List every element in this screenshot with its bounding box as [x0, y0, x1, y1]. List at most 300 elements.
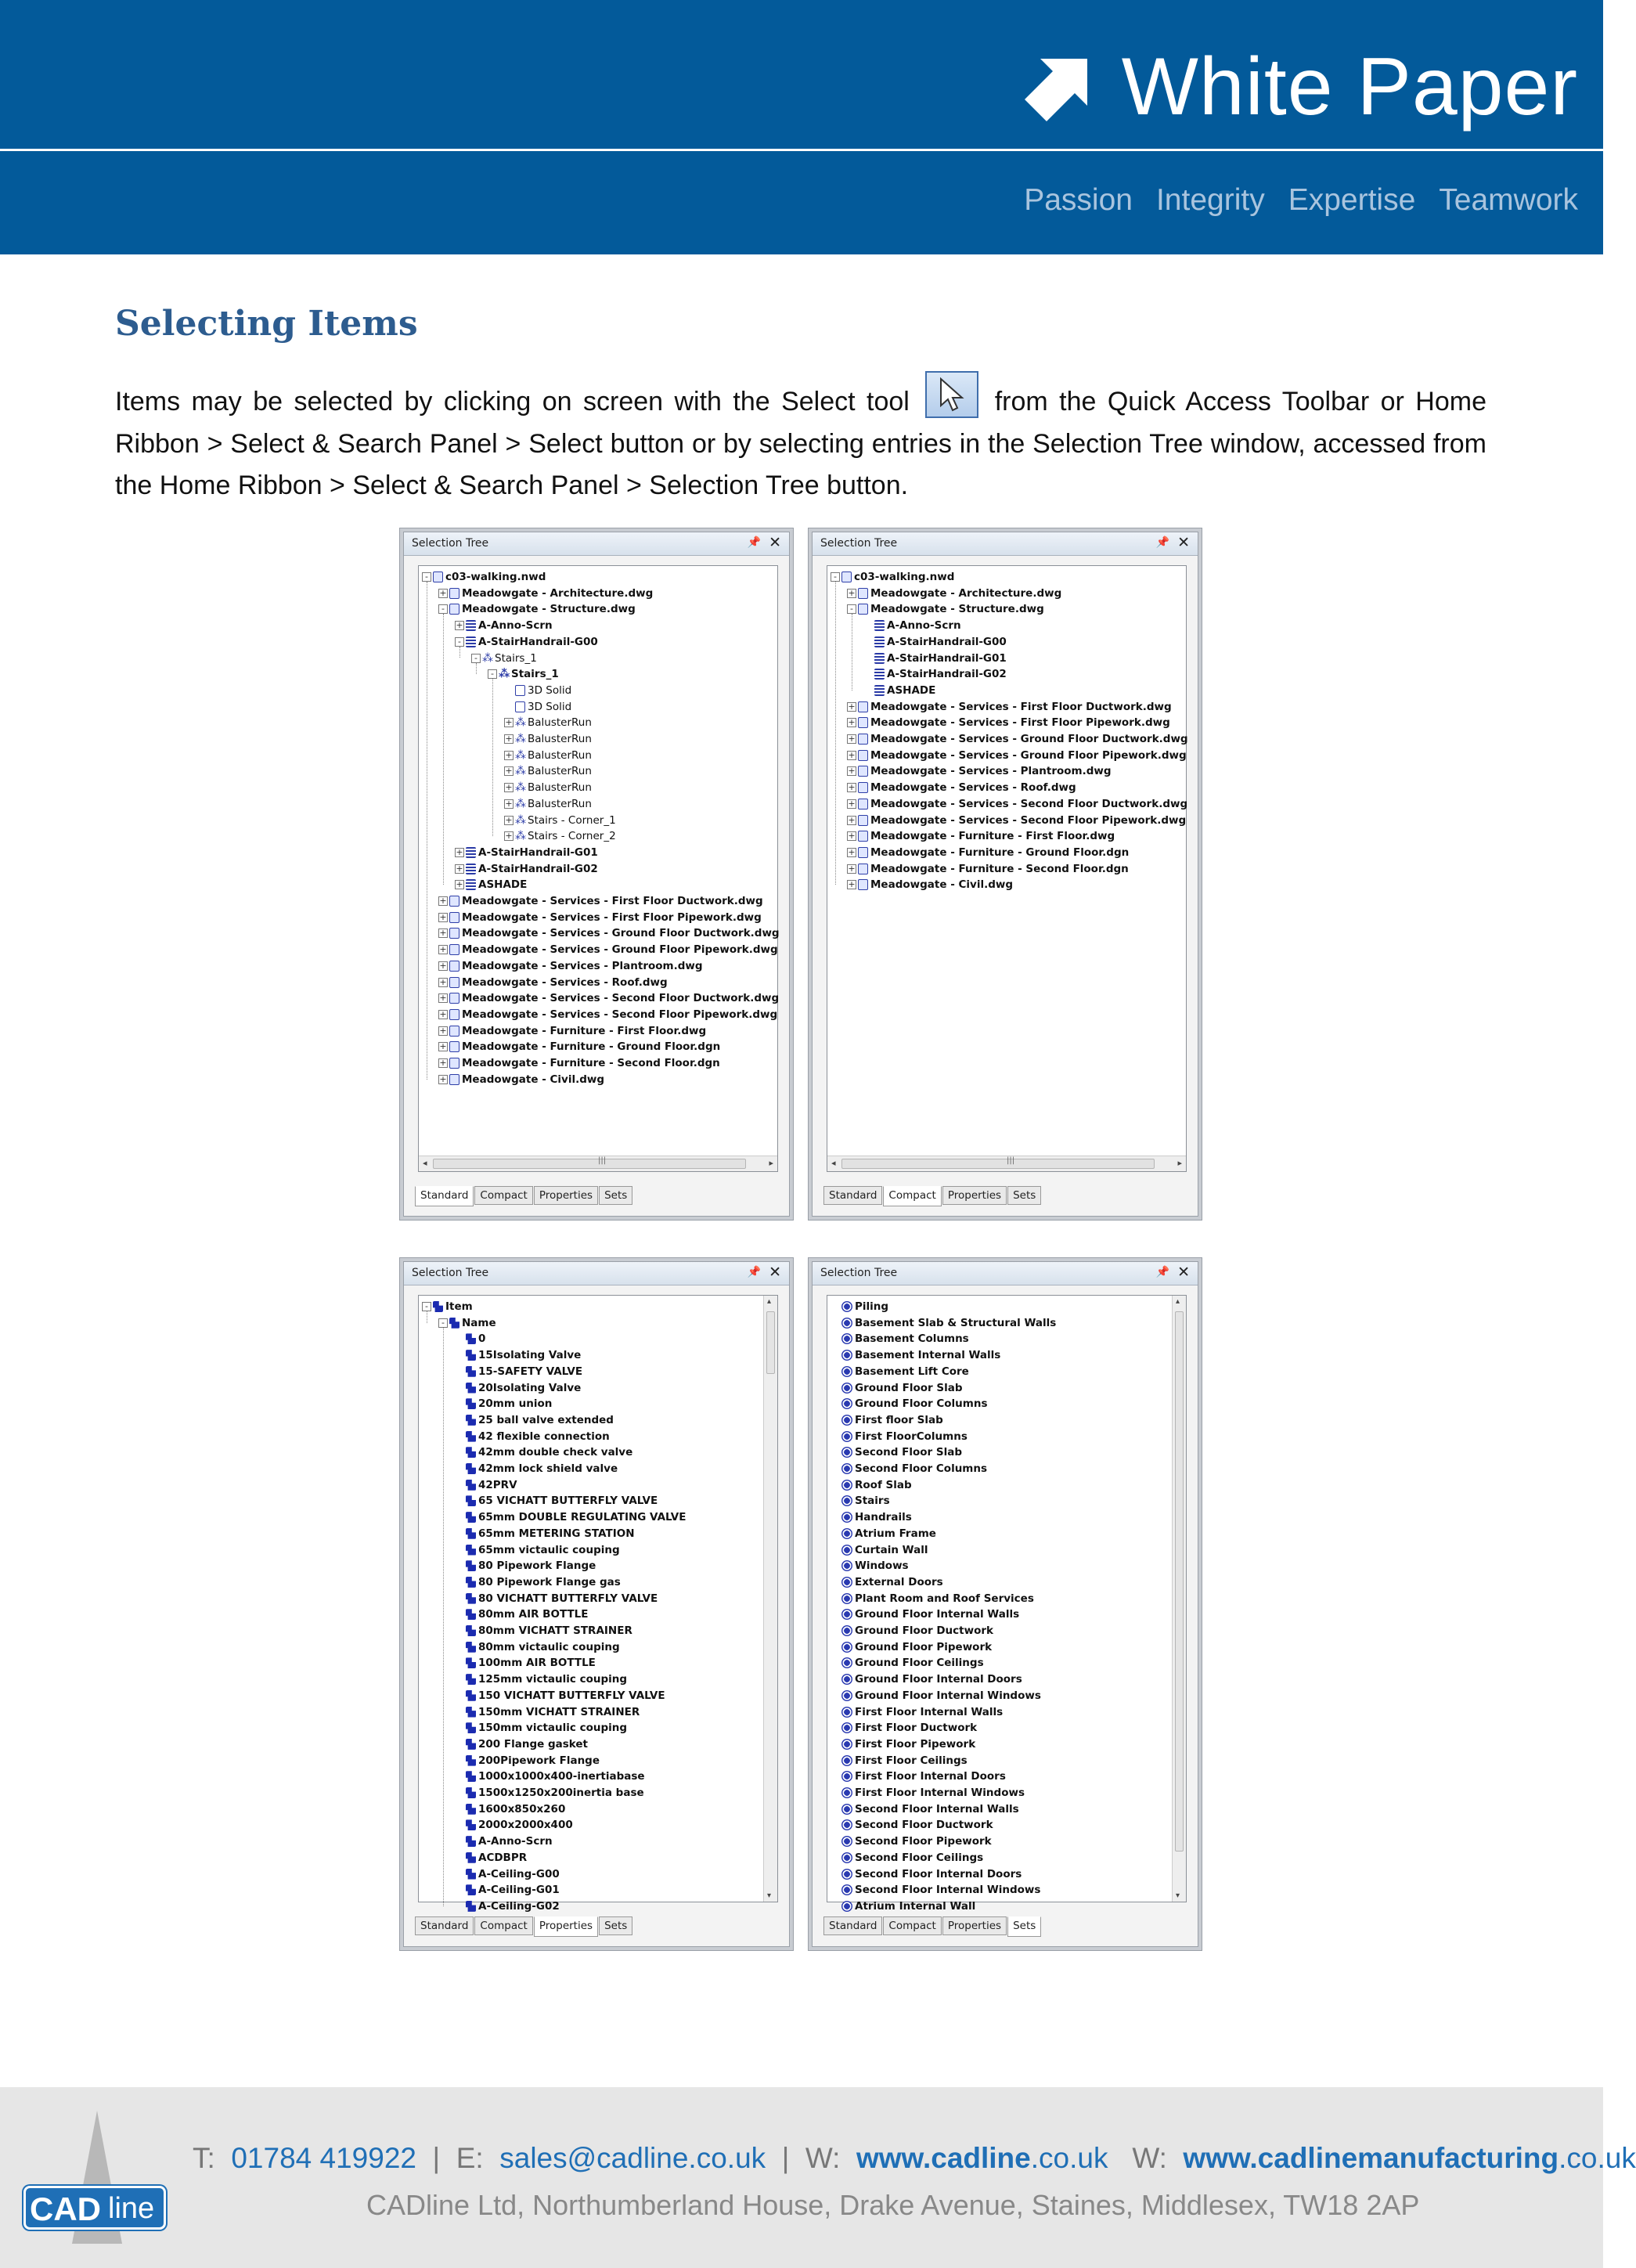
tree-node[interactable] [455, 1412, 614, 1428]
horizontal-scrollbar[interactable] [827, 1156, 1186, 1171]
expand-icon[interactable]: + [439, 1025, 447, 1036]
tree-node[interactable] [831, 1785, 1025, 1801]
scroll-left-icon[interactable]: ◂ [831, 1158, 836, 1168]
expand-icon[interactable]: + [848, 831, 856, 842]
expand-icon[interactable]: + [456, 863, 463, 874]
tree-node[interactable] [831, 1461, 987, 1477]
tree-node[interactable] [831, 1639, 992, 1655]
web-link[interactable] [856, 2142, 1108, 2174]
collapse-icon[interactable]: - [422, 572, 431, 582]
window-title: Selection Tree [820, 537, 898, 550]
horizontal-scrollbar[interactable] [419, 1156, 777, 1171]
web-label: W: [805, 2142, 841, 2174]
tree-node[interactable] [831, 1671, 1022, 1687]
tab-sets[interactable]: Sets [599, 1186, 632, 1205]
tree-node-label: Second Floor Internal Windows [855, 1884, 1041, 1897]
solid-icon [515, 685, 525, 696]
tree-node[interactable] [438, 975, 668, 990]
tree-node[interactable] [455, 1688, 665, 1704]
tree-node[interactable] [438, 1072, 604, 1087]
selection-set-icon [841, 1512, 852, 1523]
expand-icon[interactable]: + [848, 717, 856, 728]
tree-node-label: BalusterRun [528, 797, 592, 810]
tree-node[interactable] [863, 651, 1007, 666]
tree-node[interactable] [831, 1866, 1022, 1882]
tab-strip [415, 1186, 633, 1206]
tree-node[interactable] [455, 1493, 658, 1509]
tree-node[interactable] [847, 813, 1186, 828]
tree-node[interactable] [455, 1542, 620, 1558]
scroll-right-icon[interactable]: ▸ [1177, 1158, 1182, 1168]
tab-properties[interactable]: Properties [942, 1916, 1007, 1935]
expand-icon[interactable]: + [456, 620, 463, 631]
selection-set-icon [841, 1333, 852, 1344]
expand-icon[interactable]: + [505, 814, 513, 825]
expand-icon[interactable]: + [505, 798, 513, 809]
tree-node[interactable] [455, 845, 598, 860]
tree-node[interactable] [455, 1834, 553, 1849]
tree-node[interactable] [831, 1898, 975, 1914]
tree-node[interactable] [455, 1558, 596, 1574]
tree-node[interactable] [455, 1461, 618, 1477]
tree-node[interactable] [847, 715, 1170, 730]
expand-icon[interactable]: + [848, 766, 856, 777]
selection-set-icon [841, 1545, 852, 1556]
tab-properties[interactable]: Properties [942, 1186, 1007, 1205]
tree-node-label: First Floor Ceilings [855, 1754, 968, 1767]
tree-node-label: Second Floor Ductwork [855, 1819, 993, 1832]
collapse-icon[interactable]: - [438, 1318, 448, 1328]
expand-icon[interactable]: + [848, 798, 856, 809]
tree-node[interactable] [831, 1364, 969, 1379]
web-link-tld: .co.uk [1030, 2142, 1108, 2174]
expand-icon[interactable]: + [848, 734, 856, 744]
tree-node[interactable] [831, 1396, 988, 1412]
tree-node[interactable] [831, 1347, 1000, 1363]
tree-node[interactable] [438, 893, 763, 909]
tree-node[interactable] [831, 1412, 943, 1428]
tree-node[interactable] [422, 569, 546, 585]
property-icon [466, 1560, 476, 1571]
expand-icon[interactable]: + [439, 896, 447, 906]
expand-icon[interactable]: + [439, 1058, 447, 1068]
scroll-thumb[interactable] [841, 1159, 1155, 1169]
tree-node[interactable] [831, 1558, 909, 1574]
tree-node-label: Stairs [855, 1495, 890, 1508]
tree-node[interactable] [831, 1720, 977, 1736]
scroll-up-icon[interactable]: ▴ [1176, 1297, 1180, 1306]
tree-node-label: Basement Lift Core [855, 1365, 969, 1378]
tree-node[interactable] [863, 634, 1007, 650]
tree-node-label: 25 ball valve extended [478, 1413, 614, 1426]
selection-set-icon [841, 1739, 852, 1750]
tree-node[interactable] [504, 748, 592, 763]
tagline-word: Integrity [1155, 183, 1265, 217]
tree-node[interactable] [455, 618, 553, 633]
tree-node-label: A-StairHandrail-G01 [887, 651, 1007, 665]
tree-node[interactable] [847, 763, 1112, 779]
tree-node[interactable] [831, 1380, 962, 1396]
expand-icon[interactable]: + [848, 814, 856, 825]
tree-node[interactable] [847, 731, 1188, 747]
tree-node[interactable] [847, 699, 1172, 715]
expand-icon[interactable]: + [505, 766, 513, 777]
tree-node[interactable] [863, 683, 935, 698]
tree-node[interactable] [847, 861, 1129, 877]
collapse-icon[interactable]: - [471, 654, 481, 663]
tree-node[interactable] [504, 780, 592, 795]
tree-view[interactable] [418, 565, 778, 1172]
email-label: E: [456, 2142, 484, 2174]
tree-node-label: A-StairHandrail-G01 [478, 846, 598, 859]
tree-node[interactable] [847, 748, 1187, 763]
tree-node[interactable] [831, 1299, 888, 1314]
property-icon [466, 1852, 476, 1863]
email-link[interactable]: sales@cadline.co.uk [499, 2142, 766, 2174]
tree-node[interactable] [504, 796, 592, 812]
scroll-up-icon[interactable]: ▴ [767, 1297, 772, 1306]
selection-set-icon [841, 1836, 852, 1847]
tree-node[interactable] [455, 1429, 610, 1444]
tree-node[interactable] [504, 763, 592, 779]
tree-node[interactable] [847, 877, 1013, 892]
group-icon: ⁂ [515, 716, 526, 730]
property-icon [466, 1447, 476, 1458]
tab-standard[interactable]: Standard [415, 1186, 474, 1206]
expand-icon[interactable]: + [848, 863, 856, 874]
tree-node[interactable] [847, 845, 1129, 860]
tree-node[interactable] [831, 1526, 936, 1541]
tree-node-label: Piling [855, 1300, 889, 1313]
property-icon [466, 1577, 476, 1588]
tree-node[interactable] [504, 683, 571, 698]
tree-node[interactable] [831, 1429, 968, 1444]
selection-set-icon [841, 1852, 852, 1863]
tree-node[interactable] [863, 618, 961, 633]
expand-icon[interactable]: + [439, 928, 447, 939]
selection-set-icon [841, 1480, 852, 1491]
tree-node[interactable] [455, 1574, 621, 1590]
tree-node[interactable] [438, 1055, 720, 1071]
tree-node[interactable] [438, 910, 762, 925]
tree-node[interactable] [831, 1623, 993, 1639]
close-icon[interactable]: ✕ [1177, 534, 1190, 551]
tree-node[interactable] [455, 1380, 581, 1396]
collapse-icon[interactable]: - [455, 637, 464, 647]
collapse-icon[interactable]: - [488, 669, 497, 679]
file-icon [858, 701, 868, 712]
tab-compact[interactable]: Compact [883, 1916, 941, 1935]
vertical-scrollbar[interactable] [763, 1296, 777, 1902]
tree-node-label: Name [462, 1316, 496, 1329]
tree-node[interactable] [504, 715, 592, 730]
tree-node-label: Meadowgate - Furniture - First Floor.dwg [462, 1024, 707, 1037]
tree-node-label: Ground Floor Columns [855, 1397, 988, 1411]
property-icon [466, 1415, 476, 1426]
tree-node-label: First Floor Internal Doors [855, 1770, 1006, 1783]
tree-node[interactable] [831, 1331, 969, 1347]
property-icon [466, 1884, 476, 1895]
expand-icon[interactable]: + [848, 587, 856, 598]
expand-icon[interactable]: + [456, 879, 463, 890]
collapse-icon[interactable]: - [438, 604, 448, 614]
tree-node[interactable] [504, 731, 592, 747]
pin-icon[interactable]: 📌 [1155, 1266, 1169, 1278]
property-icon [466, 1512, 476, 1523]
tree-node[interactable] [831, 1882, 1040, 1898]
tree-node[interactable] [455, 1785, 644, 1801]
pin-icon[interactable]: 📌 [1155, 536, 1169, 549]
tree-node[interactable] [831, 1606, 1019, 1622]
expand-icon[interactable]: + [505, 749, 513, 760]
scroll-down-icon[interactable]: ▾ [1176, 1891, 1180, 1900]
tree-node-label: A-Anno-Scrn [478, 1835, 553, 1848]
tree-node[interactable] [831, 1509, 912, 1525]
tree-node[interactable] [847, 828, 1115, 844]
expand-icon[interactable]: + [848, 701, 856, 712]
file-icon [858, 799, 868, 809]
tree-node[interactable] [455, 1769, 645, 1784]
tree-node[interactable] [831, 1817, 993, 1833]
tree-node[interactable] [438, 586, 653, 601]
tree-node[interactable] [455, 1526, 635, 1541]
tree-node[interactable] [847, 586, 1061, 601]
tree-node[interactable] [863, 666, 1007, 682]
tree-node[interactable] [455, 861, 598, 877]
expand-icon[interactable]: + [848, 749, 856, 760]
tab-sets[interactable]: Sets [1007, 1186, 1041, 1205]
tree-node[interactable] [438, 1007, 777, 1022]
collapse-icon[interactable]: - [831, 572, 840, 582]
expand-icon[interactable]: + [505, 831, 513, 842]
tree-node[interactable] [455, 1606, 589, 1622]
tree-node[interactable] [831, 1736, 975, 1752]
pin-icon[interactable]: 📌 [747, 536, 761, 549]
tab-standard[interactable]: Standard [823, 1916, 882, 1935]
vertical-scrollbar[interactable] [1172, 1296, 1186, 1902]
tree-node[interactable] [847, 780, 1076, 795]
tab-sets[interactable]: Sets [599, 1916, 632, 1935]
tree-node[interactable] [438, 1023, 706, 1039]
tree-node-label: Meadowgate - Services - Ground Floor Ductwork.dwg [870, 733, 1188, 745]
expand-icon[interactable]: + [439, 944, 447, 955]
tab-standard[interactable]: Standard [823, 1186, 882, 1205]
tree-node[interactable] [847, 601, 1044, 617]
tree-node-label: BalusterRun [528, 765, 592, 778]
tree-node[interactable] [455, 1477, 517, 1493]
expand-icon[interactable]: + [456, 846, 463, 857]
selection-tree-window [399, 528, 794, 1221]
tree-node[interactable] [438, 1039, 720, 1055]
expand-icon[interactable]: + [439, 1073, 447, 1084]
tree-node[interactable] [831, 1477, 912, 1493]
tree-node[interactable] [438, 990, 779, 1006]
collapse-icon[interactable]: - [422, 1302, 431, 1311]
tree-node[interactable] [455, 877, 527, 892]
tree-node[interactable] [831, 1688, 1041, 1704]
tree-node[interactable] [455, 1591, 658, 1606]
brand-title: White Paper [1121, 41, 1578, 132]
tree-node[interactable] [831, 1834, 992, 1849]
tree-node[interactable] [455, 1396, 552, 1412]
expand-icon[interactable]: + [439, 976, 447, 987]
tree-node-label: Roof Slab [855, 1478, 912, 1491]
expand-icon[interactable]: + [505, 717, 513, 728]
tree-node-label: Ground Floor Ductwork [855, 1624, 994, 1637]
tree-node[interactable] [455, 1639, 620, 1655]
tree-node[interactable] [831, 1591, 1034, 1606]
expand-icon[interactable]: + [505, 734, 513, 744]
file-icon [449, 928, 459, 939]
tree-node[interactable] [438, 601, 636, 617]
tree-node-label: Meadowgate - Services - Ground Floor Pipework.dwg [462, 943, 778, 957]
tree-node-label: Meadowgate - Services - Plantroom.dwg [870, 765, 1112, 778]
tree-node[interactable] [455, 1817, 573, 1833]
tree-view[interactable] [827, 565, 1187, 1172]
tree-connector [835, 582, 836, 885]
tree-node[interactable] [455, 1882, 560, 1898]
layer-icon [466, 864, 476, 874]
tree-node[interactable] [455, 1623, 632, 1639]
expand-icon[interactable]: + [439, 587, 447, 598]
tree-node-label: Meadowgate - Services - Ground Floor Pipework.dwg [870, 748, 1187, 762]
tree-node[interactable] [831, 1801, 1019, 1817]
file-icon [841, 572, 852, 582]
layer-icon [466, 620, 476, 631]
tree-view[interactable] [418, 1295, 778, 1913]
close-icon[interactable]: ✕ [1177, 1264, 1190, 1281]
tree-node[interactable] [455, 1898, 560, 1914]
web-link-manufacturing[interactable] [1183, 2142, 1635, 2174]
close-icon[interactable]: ✕ [769, 534, 781, 551]
tree-node[interactable] [455, 1720, 627, 1736]
tree-node-label: First Floor Ductwork [855, 1722, 978, 1735]
tree-node[interactable] [455, 1866, 560, 1882]
tree-view[interactable] [827, 1295, 1187, 1913]
pin-icon[interactable]: 📌 [747, 1266, 761, 1278]
tree-connector [492, 679, 493, 836]
cadline-logo [23, 2111, 172, 2259]
logo-text: line [108, 2192, 155, 2225]
file-icon [449, 588, 459, 599]
tab-properties[interactable]: Properties [534, 1916, 598, 1937]
tree-node[interactable] [504, 813, 616, 828]
expand-icon[interactable]: + [439, 1008, 447, 1019]
phone-number[interactable]: 01784 419922 [231, 2142, 416, 2174]
property-icon [466, 1819, 476, 1830]
tree-node-label: Ground Floor Internal Doors [855, 1673, 1022, 1686]
tab-properties[interactable]: Properties [534, 1186, 598, 1205]
tree-node-label: External Doors [855, 1575, 943, 1588]
tree-node[interactable] [455, 1331, 485, 1347]
tree-node-label: 42mm lock shield valve [478, 1462, 618, 1475]
expand-icon[interactable]: + [848, 879, 856, 890]
scroll-thumb[interactable] [1175, 1311, 1184, 1852]
tree-node[interactable] [831, 1542, 928, 1558]
collapse-icon[interactable]: - [847, 604, 856, 614]
tree-node[interactable] [438, 942, 778, 957]
expand-icon[interactable]: + [505, 782, 513, 793]
close-icon[interactable]: ✕ [769, 1264, 781, 1281]
tree-node-label: Ground Floor Pipework [855, 1640, 993, 1653]
file-icon [858, 831, 868, 842]
scroll-thumb[interactable] [766, 1311, 775, 1374]
tree-node[interactable] [831, 1769, 1006, 1784]
tree-node[interactable] [438, 958, 703, 974]
tree-node-label: 65mm victaulic couping [478, 1543, 620, 1556]
tree-node[interactable] [455, 1753, 600, 1769]
selection-set-icon [841, 1869, 852, 1880]
tree-node[interactable] [831, 1704, 1003, 1720]
tree-node[interactable] [504, 828, 616, 844]
scroll-left-icon[interactable]: ◂ [423, 1158, 427, 1168]
tab-compact[interactable]: Compact [474, 1916, 532, 1935]
tree-node[interactable] [831, 569, 954, 585]
tree-node-label: Atrium Frame [855, 1527, 936, 1540]
tree-node[interactable] [455, 634, 598, 650]
layer-icon [874, 653, 885, 664]
tree-node[interactable] [455, 1671, 627, 1687]
tree-node[interactable] [831, 1850, 983, 1866]
tree-node[interactable] [831, 1574, 943, 1590]
tab-sets[interactable]: Sets [1007, 1916, 1041, 1937]
tree-node[interactable] [438, 925, 780, 941]
tree-node[interactable] [455, 1509, 686, 1525]
property-icon [466, 1609, 476, 1620]
selection-set-icon [841, 1674, 852, 1685]
tree-node[interactable] [455, 1801, 565, 1817]
tree-node[interactable] [455, 1655, 596, 1671]
tree-node[interactable] [455, 1364, 582, 1379]
tree-node[interactable] [438, 1315, 496, 1331]
tab-compact[interactable]: Compact [883, 1186, 941, 1206]
tree-node-label: 150mm VICHATT STRAINER [478, 1705, 640, 1718]
tree-node[interactable] [455, 1347, 581, 1363]
tree-node[interactable] [422, 1299, 473, 1314]
tree-node[interactable] [488, 666, 559, 682]
file-icon [449, 896, 459, 907]
tree-node[interactable] [831, 1315, 1056, 1331]
expand-icon[interactable]: + [848, 782, 856, 793]
expand-icon[interactable]: + [439, 911, 447, 922]
tree-node-label: 1000x1000x400-inertiabase [478, 1770, 645, 1783]
tree-node[interactable] [831, 1753, 968, 1769]
tree-node[interactable] [831, 1444, 962, 1460]
expand-icon[interactable]: + [439, 960, 447, 971]
scroll-thumb[interactable] [433, 1159, 746, 1169]
tree-node[interactable] [455, 1444, 632, 1460]
tree-node[interactable] [455, 1736, 588, 1752]
tree-node-label: 15-SAFETY VALVE [478, 1365, 583, 1378]
tree-node[interactable] [504, 699, 571, 715]
expand-icon[interactable]: + [848, 846, 856, 857]
scroll-down-icon[interactable]: ▾ [767, 1891, 772, 1900]
tree-node[interactable] [471, 651, 537, 666]
tree-node[interactable] [847, 796, 1187, 812]
tree-node[interactable] [831, 1493, 890, 1509]
tree-node-label: First FloorColumns [855, 1430, 968, 1443]
expand-icon[interactable]: + [439, 1041, 447, 1052]
tree-node[interactable] [455, 1850, 527, 1866]
file-icon [449, 977, 459, 988]
scroll-right-icon[interactable]: ▸ [769, 1158, 773, 1168]
tree-node-label: 42mm double check valve [478, 1446, 633, 1459]
tab-compact[interactable]: Compact [474, 1186, 532, 1205]
tab-standard[interactable]: Standard [415, 1916, 474, 1935]
tree-node[interactable] [455, 1704, 640, 1720]
expand-icon[interactable]: + [439, 993, 447, 1004]
tree-node[interactable] [831, 1655, 984, 1671]
